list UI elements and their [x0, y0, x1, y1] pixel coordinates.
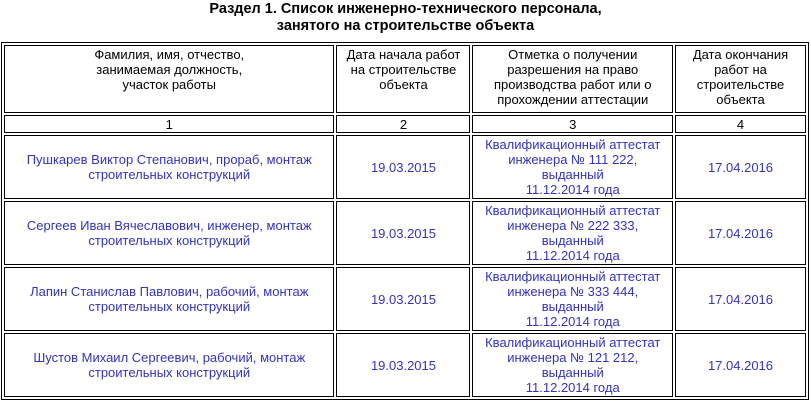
personnel-table — [1, 42, 809, 400]
column-header-permit: Отметка о получении разрешения на право производства работ или о прохождении аттестации — [472, 45, 673, 113]
table-row — [4, 267, 806, 331]
column-header-end-date: Дата окончания работ на строительстве объекта — [675, 45, 806, 113]
table-row — [4, 135, 806, 199]
permit-cell: Квалификационный аттестат инженера № 222 333, выданный 11.12.2014 года — [472, 201, 673, 265]
end-date-cell: 17.04.2016 — [675, 267, 806, 331]
permit-cell: Квалификационный аттестат инженера № 111 222, выданный 11.12.2014 года — [472, 135, 673, 199]
section-title-line-2: занятого на строительстве объекта — [276, 18, 535, 34]
start-date-cell: 19.03.2015 — [336, 333, 470, 397]
start-date-cell: 19.03.2015 — [336, 135, 470, 199]
column-number: 2 — [336, 115, 470, 133]
column-number: 3 — [472, 115, 673, 133]
person-cell: Шустов Михаил Сергеевич, рабочий, монтаж строительных конструкций — [4, 333, 334, 397]
table-header-row — [4, 45, 806, 113]
person-cell: Пушкарев Виктор Степанович, прораб, монтаж строительных конструкций — [4, 135, 334, 199]
end-date-cell: 17.04.2016 — [675, 201, 806, 265]
end-date-cell: 17.04.2016 — [675, 333, 806, 397]
person-cell: Сергеев Иван Вячеславович, инженер, монтаж строительных конструкций — [4, 201, 334, 265]
start-date-cell: 19.03.2015 — [336, 267, 470, 331]
table-row — [4, 201, 806, 265]
end-date-cell: 17.04.2016 — [675, 135, 806, 199]
start-date-cell: 19.03.2015 — [336, 201, 470, 265]
permit-cell: Квалификационный аттестат инженера № 121 212, выданный 11.12.2014 года — [472, 333, 673, 397]
column-number: 1 — [4, 115, 334, 133]
permit-cell: Квалификационный аттестат инженера № 333 444, выданный 11.12.2014 года — [472, 267, 673, 331]
column-header-person: Фамилия, имя, отчество, занимаемая должность, участок работы — [4, 45, 334, 113]
section-title — [0, 1, 811, 35]
column-number: 4 — [675, 115, 806, 133]
column-header-start-date: Дата начала работ на строительстве объекта — [336, 45, 470, 113]
section-title-line-1: Раздел 1. Список инженерно-технического персонала, — [209, 1, 602, 17]
person-cell: Лапин Станислав Павлович, рабочий, монтаж строительных конструкций — [4, 267, 334, 331]
table-row — [4, 333, 806, 397]
column-number-row — [4, 115, 806, 133]
